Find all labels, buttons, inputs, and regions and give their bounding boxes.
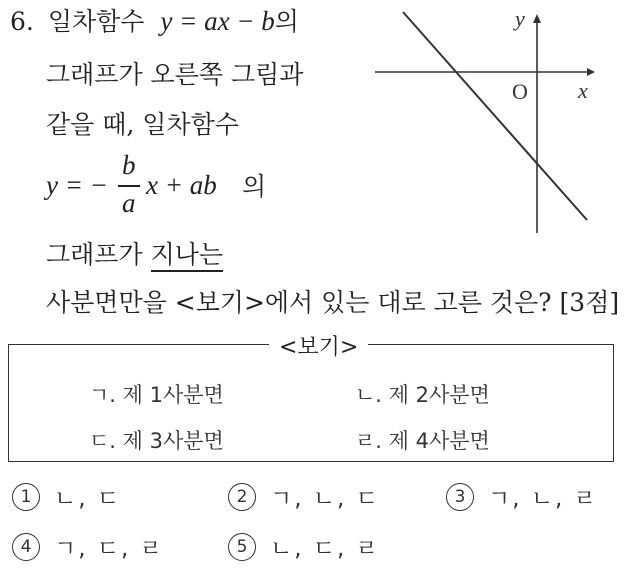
- equation-1: y = ax − b: [160, 6, 275, 36]
- choice-4-text: ㄱ, ㄷ, ㄹ: [54, 536, 164, 562]
- question-line-1-text: 일차함수: [47, 7, 145, 36]
- question-line-2: 그래프가 오른쪽 그림과: [46, 60, 304, 89]
- x-axis-arrow: [587, 68, 595, 76]
- equation-2-fraction-denominator: a: [122, 188, 136, 218]
- choice-2-text: ㄱ, ㄴ, ㄷ: [270, 486, 380, 512]
- choice-3-number: 3: [446, 483, 474, 511]
- choice-2[interactable]: [228, 480, 380, 513]
- choice-5-number: 5: [228, 533, 256, 561]
- choice-4-number: 4: [12, 533, 40, 561]
- underlined-word: 지나는: [151, 240, 223, 272]
- question-line-5: [46, 242, 223, 267]
- graph-line: [403, 12, 587, 220]
- choice-5-text: ㄴ, ㄷ, ㄹ: [270, 536, 380, 562]
- choice-5[interactable]: [228, 530, 380, 563]
- y-axis-label: y: [515, 8, 525, 31]
- question-number: 6.: [10, 7, 34, 36]
- question-line-6: 사분면만을 <보기>에서 있는 대로 고른 것은? [3점]: [46, 288, 620, 317]
- origin-label: O: [512, 79, 528, 104]
- question-line-1-suffix: 의: [274, 7, 299, 36]
- equation-2-rest: x + ab: [146, 170, 217, 200]
- bogi-title: <보기>: [269, 330, 368, 361]
- question-line-1: [10, 8, 299, 35]
- bogi-item-4: ㄹ. 제 4사분면: [355, 429, 490, 453]
- x-axis-label: x: [578, 78, 588, 103]
- bogi-item-3: ㄷ. 제 3사분면: [89, 429, 224, 453]
- fraction-bar: [118, 185, 140, 187]
- y-axis-arrow: [533, 14, 541, 23]
- choice-1-number: 1: [12, 483, 40, 511]
- bogi-item-1: ㄱ. 제 1사분면: [89, 383, 224, 407]
- choice-3[interactable]: [446, 480, 598, 513]
- bogi-box: [8, 335, 614, 462]
- graph: [365, 8, 615, 233]
- question-line-5-text: 그래프가: [46, 240, 151, 269]
- bogi-item-2: ㄴ. 제 2사분면: [355, 383, 490, 407]
- choice-4[interactable]: [12, 530, 164, 563]
- choice-2-number: 2: [228, 483, 256, 511]
- question-line-3: 같을 때, 일차함수: [46, 110, 239, 139]
- equation-2-fraction-numerator: b: [122, 150, 136, 180]
- question-line-4-suffix: 의: [242, 172, 267, 201]
- choice-1-text: ㄴ, ㄷ: [54, 486, 122, 512]
- equation-2-lhs: y = −: [46, 170, 108, 200]
- choice-3-text: ㄱ, ㄴ, ㄹ: [488, 486, 598, 512]
- choice-1[interactable]: [12, 480, 121, 513]
